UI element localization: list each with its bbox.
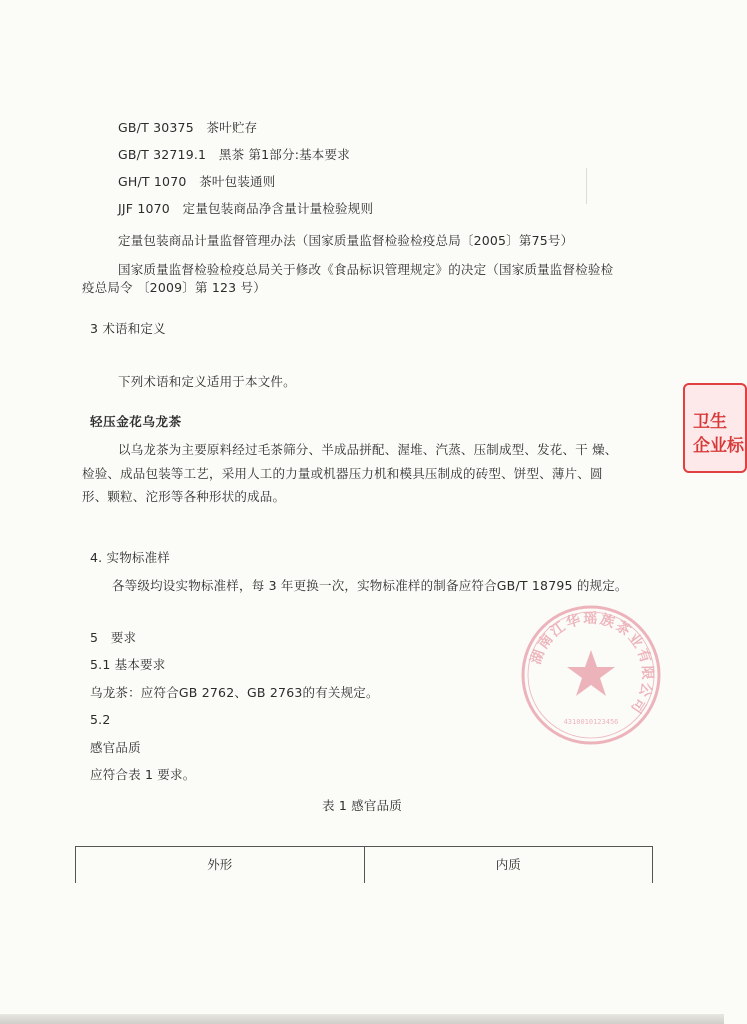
stamp-ring-text: 湖南江华瑶族茶业有限公司 [528,610,656,718]
company-stamp [520,604,662,746]
ref-line: GB/T 30375 茶叶贮存 [118,120,258,135]
section-3-intro: 下列术语和定义适用于本文件。 [118,374,296,389]
seal-line-1: 卫生 [693,412,727,432]
section-5-2-number: 5.2 [90,712,111,727]
table-header-inner-quality: 内质 [364,847,653,883]
ref-long-line-2: 疫总局令 〔2009〕第 123 号） [82,280,266,295]
ref-line: 定量包装商品计量监督管理办法（国家质量监督检验检疫总局〔2005〕第75号） [118,233,574,248]
sensory-quality-table [75,846,653,883]
section-5-1-heading: 5.1 基本要求 [90,657,166,672]
seal-line-2: 企业标 [693,436,744,456]
ref-line: GB/T 32719.1 黑茶 第1部分:基本要求 [118,147,350,162]
definition-line-2: 检验、成品包装等工艺，采用人工的力量或机器压力机和模具压制成的砖型、饼型、薄片、圆 [82,466,603,481]
section-5-2-heading: 感官品质 [90,740,141,755]
star-icon [567,650,615,696]
definition-line-3: 形、颗粒、沱形等各种形状的成品。 [82,489,286,504]
ref-line: GH/T 1070 茶叶包装通则 [118,174,276,189]
scan-artifact [586,168,587,204]
section-3-heading: 3 术语和定义 [90,321,166,336]
section-5-2-body: 应符合表 1 要求。 [90,767,196,782]
term-name: 轻压金花乌龙茶 [90,414,182,429]
table-caption: 表 1 感官品质 [322,798,402,813]
section-5-heading: 5 要求 [90,630,137,645]
stamp-code: 4310010123456 [563,718,619,726]
table-header-appearance: 外形 [207,857,233,872]
scan-edge [0,1014,724,1024]
ref-long-line-1: 国家质量监督检验检疫总局关于修改《食品标识管理规定》的决定（国家质量监督检验检 [118,262,614,277]
section-5-1-body: 乌龙茶：应符合GB 2762、GB 2763的有关规定。 [90,685,379,700]
section-4-body: 各等级均设实物标准样，每 3 年更换一次，实物标准样的制备应符合GB/T 18795 的规定。 [112,578,628,593]
definition-line-1: 以乌龙茶为主要原料经过毛茶筛分、半成品拼配、渥堆、汽蒸、压制成型、发花、干 燥、 [118,442,618,457]
section-4-heading: 4. 实物标准样 [90,550,170,565]
hygiene-seal [683,383,747,473]
ref-line: JJF 1070 定量包装商品净含量计量检验规则 [118,201,374,216]
